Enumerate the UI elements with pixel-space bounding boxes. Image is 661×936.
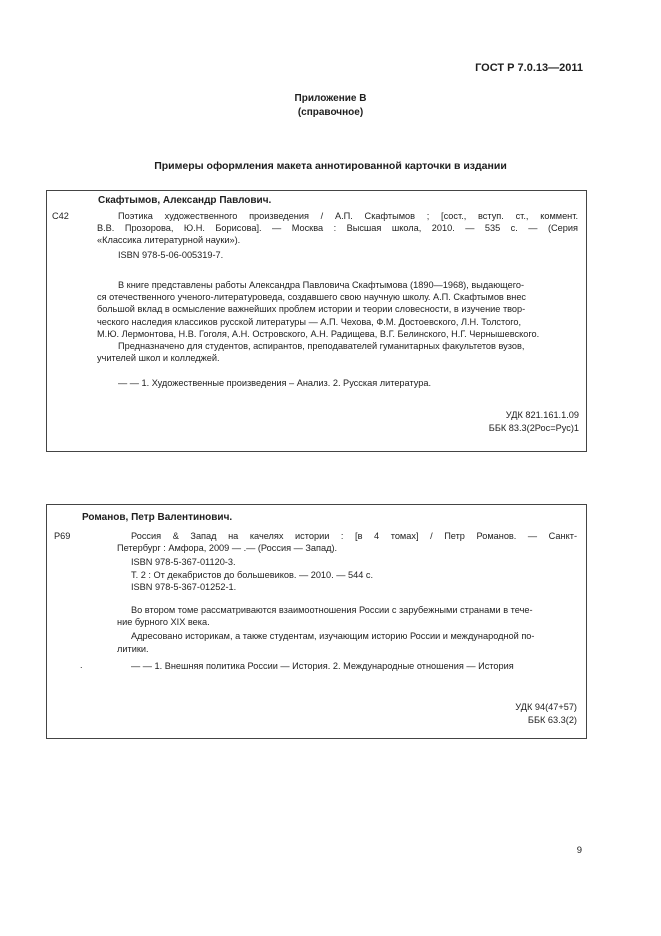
card1-bibliographic-record: [97, 210, 578, 261]
page-number: 9: [576, 845, 582, 856]
card2-audience-line: Адресовано историкам, а также студентам, изучающим историю России и международной по-: [131, 631, 535, 642]
standard-code: ГОСТ Р 7.0.13—2011: [475, 62, 583, 74]
section-title: Примеры оформления макета аннотированной карточки в издании: [154, 160, 507, 172]
card1-abstract-line: ся отечественного ученого-литературоведа, создавшего свою научную школу. А.П. Скафтымов внес: [97, 292, 527, 303]
card1-isbn: ISBN 978-5-06-005319-7.: [118, 249, 224, 260]
card2-volume: Т. 2 : От декабристов до большевиков. — 2010. — 544 с.: [131, 569, 374, 580]
card1-author: Скафтымов, Александр Павлович.: [98, 195, 272, 206]
card1-bib-line: В.В. Прозорова, Ю.Н. Борисова]. — Москва : Высшая школа, 2010. — 535 с. — (Серия: [97, 223, 578, 234]
card1-audience-line: учителей школ и колледжей.: [97, 353, 220, 364]
card2-bbk: ББК 63.3(2): [527, 715, 577, 725]
card1-subject-headings: — — 1. Художественные произведения – Анализ. 2. Русская литература.: [118, 378, 432, 388]
appendix-subtitle: (справочное): [297, 107, 364, 118]
card2-abstract: [117, 604, 577, 655]
card1-abstract-line: ческого наследия классиков русской литературы — А.П. Чехова, Ф.М. Достоевского, Л.Н. Толстого,: [97, 316, 522, 327]
card2-subject-headings: — — 1. Внешняя политика России — История. 2. Международные отношения — История: [131, 661, 514, 671]
appendix-title: Приложение В: [294, 93, 367, 104]
appendix-heading: [0, 92, 661, 120]
card2-isbn-2: ISBN 978-5-367-01252-1.: [131, 581, 237, 592]
card1-abstract-line: большой вклад в осмысление важнейших проблем истории и теории словесности, в изучение твор-: [97, 304, 526, 315]
card1-abstract: [97, 279, 578, 364]
card2-dot-mark: .: [80, 660, 83, 670]
card1-abstract-line: В книге представлены работы Александра Павловича Скафтымова (1890—1968), выдающего-: [118, 280, 525, 290]
card1-audience-line: Предназначено для студентов, аспирантов, преподавателей гуманитарных факультетов вузов,: [118, 341, 525, 352]
card2-bib-line: Петербург : Амфора, 2009 — .— (Россия — Запад).: [117, 543, 338, 554]
card1-abstract-line: М.Ю. Лермонтова, Н.В. Гоголя, А.Н. Островского, А.Н. Радищева, В.Г. Белинского, Н.Г. Чернышевского.: [97, 328, 540, 339]
card2-audience-line: литики.: [117, 643, 149, 654]
card2-author: Романов, Петр Валентинович.: [82, 512, 233, 523]
card1-code: С42: [52, 211, 69, 221]
card1-bib-line: «Классика литературной науки»).: [97, 235, 241, 246]
card2-isbn-1: ISBN 978-5-367-01120-3.: [131, 557, 236, 568]
card2-code: Р69: [54, 531, 71, 541]
card2-abstract-line: ние бурного XIX века.: [117, 617, 210, 628]
card1-udk: УДК 821.161.1.09: [505, 410, 579, 420]
card2-abstract-line: Во втором томе рассматриваются взаимоотношения России с зарубежными странами в тече-: [131, 605, 533, 615]
card1-bib-line: Поэтика художественного произведения / А.П. Скафтымов ; [сост., вступ. ст., коммент.: [118, 211, 578, 221]
card2-udk: УДК 94(47+57): [515, 702, 577, 712]
card2-bib-line: Россия & Запад на качелях истории : [в 4 томах] / Петр Романов. — Санкт-: [131, 531, 577, 541]
card2-bibliographic-record: [117, 530, 577, 593]
card1-bbk: ББК 83.3(2Рос=Рус)1: [488, 423, 579, 433]
